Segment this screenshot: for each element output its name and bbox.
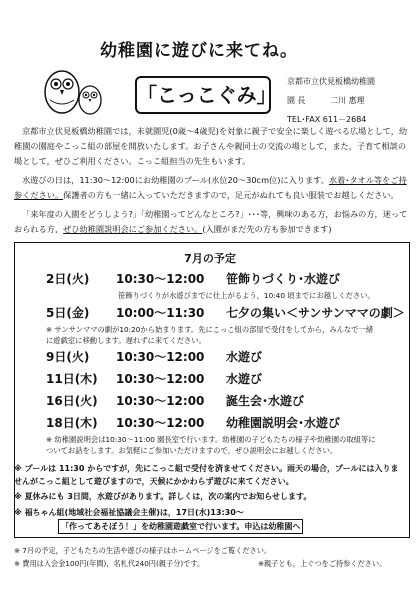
director-label: 園 長 (287, 96, 306, 105)
schedule-note: 笹飾りづくりが水遊びまでに仕上がるよう，10:40 頃までにお越しください。 (118, 291, 375, 300)
intro-paragraph-3: 「来年度の入園をどうしよう?」「幼稚園ってどんなところ?」･･･等，興味のある方，お悩みの方，迷っておられる方，ぜひ幼稚園説明会にご参加ください。(入園がまだ先の方も参加できます) (14, 209, 408, 234)
director-row (287, 95, 365, 106)
schedule-title: 7月の予定 (184, 252, 236, 265)
intro-text (14, 124, 408, 237)
schedule-note: ※ 幼稚園説明会は10:30～11:00 園長室で行います。幼稚園の子どもたちの様子や幼稚園の取組等についてお話をします。お気軽にご参加いただけますので，ぜひ説明会にお越しください。 (46, 435, 376, 455)
schedule-note: ※ サンサンママの劇が10:20から始まります。先にこっこ組の部屋で受付をしてから，みんなで一緒に遊戯室に移動します。遅れずに来てください。 (46, 325, 374, 345)
notice-pool: ※ プールは 11:30 からですが，先にこっこ組で受付を済ませてください。雨天の場合，プールには入りませんがこっこ組として遊びますので，天候にかかわらず遊びに来てください。 (14, 464, 399, 486)
notice-summer: ※ 夏休みにも 3日間，水遊びがあります。詳しくは，次の案内でお知らせします。 (14, 492, 312, 501)
owl-illustration (40, 60, 108, 118)
org-name: 京都市立伏見板橋幼稚園 (287, 77, 375, 86)
footer-note-fee: ※ 費用は入会金100円(年間)，名札代240円(親子分)です。 (14, 559, 205, 568)
schedule-row: 5日(金) 10:00～11:30 七夕の集い＜サンサンママの劇＞ (46, 306, 405, 320)
director-name: 二川 惠理 (330, 96, 365, 105)
schedule-row: 11日(木) 10:30～12:00 水遊び (46, 372, 263, 386)
schedule-row: 16日(火) 10:30～12:00 誕生会･水遊び (46, 394, 305, 408)
notice-fukuchan: ※ 福ちゃん組(地域社会福祉協議会主催)は，17日(水)13:30～ (14, 508, 244, 517)
footer-note-shoes: ※親子とも，上ぐつをご持参ください。 (258, 559, 387, 568)
tel-fax: TEL･FAX 611－2684 (287, 115, 367, 124)
briefing-invite: ぜひ幼稚園説明会にご参加ください。 (63, 224, 203, 234)
intro-paragraph-1: 京都市立伏見板橋幼稚園では，未就園児(0歳～4歳児)を対象に親子で安全に楽しく遊べる広場として，幼稚園の園庭やこっこ組の部屋を開放いたします。お子さんや親同士の交流の場として，また，子育て相談の場として，ぜひご利用ください。こっこ組担当の先生もいます。 (14, 126, 408, 166)
schedule-row: 2日(火) 10:30～12:00 笹飾りづくり･水遊び (46, 272, 341, 286)
schedule-row: 18日(木) 10:30～12:00 幼稚園説明会･水遊び (46, 416, 341, 430)
page-title: 幼稚園に遊びに来てね。 (100, 41, 298, 61)
schedule-row: 9日(火) 10:30～12:00 水遊び (46, 350, 263, 364)
bring-swimwear-note: 水着･タオル等をご持参ください。 (14, 175, 407, 200)
program-name-box: 「こっこぐみ」 (135, 76, 271, 114)
footer-note-homepage: ※ 7月の予定，子どもたちの生活や遊びの様子はホームページをご覧ください。 (14, 546, 272, 555)
intro-paragraph-2: 水遊びの日は，11:30～12:00にお幼稚園のプール(水位20～30cm位)に入ります。水着･タオル等をご持参ください。保護者の方も一緒に入っていただきますので，足元がぬれても良い服装でお越しください。 (14, 175, 407, 200)
notice-fukuchan-detail: 「作ってあそぼう！」を幼稚園遊戯室で行います。申込は幼稚園へ (58, 519, 420, 534)
